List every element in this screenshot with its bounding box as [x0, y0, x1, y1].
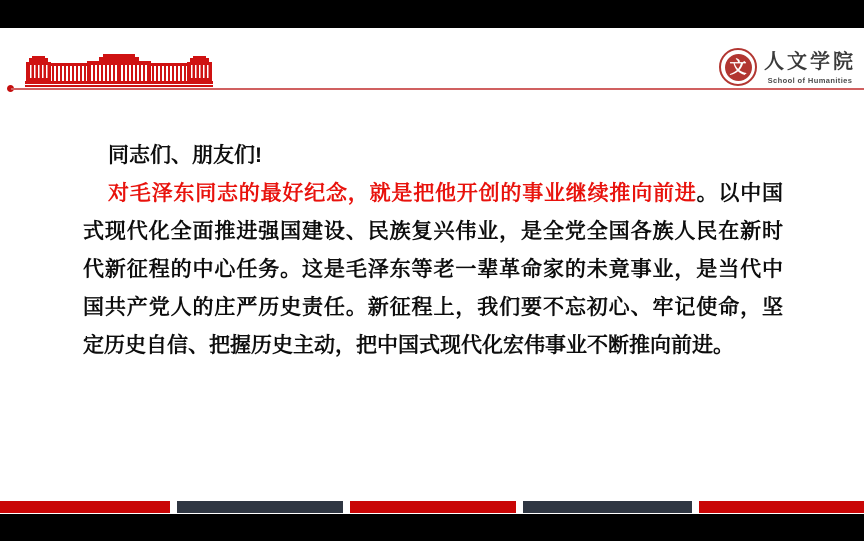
great-hall-icon: [25, 54, 213, 87]
paragraph-line: [83, 251, 783, 289]
paragraph-line: [83, 213, 783, 251]
text-segment: 国共产党人的庄严历史责任。新征程上，我们要不忘初心、牢记使命，坚: [83, 296, 783, 319]
school-logo: [719, 44, 856, 90]
text-segment: 定历史自信、把握历史主动，把中国式现代化宏伟事业不断推向前进。: [83, 334, 734, 357]
slide: [0, 28, 864, 514]
school-name-en: School of Humanities: [767, 75, 853, 85]
footer-bar: [523, 501, 692, 513]
paragraph-line: [83, 327, 783, 365]
text-segment: 同志们、朋友们!: [108, 144, 262, 167]
highlight-text-segment: 对毛泽东同志的最好纪念，就是把他开创的事业继续推向前进: [108, 182, 697, 205]
footer-bar: [177, 501, 343, 513]
footer-bars: [0, 501, 864, 513]
school-seal-icon: [719, 48, 757, 86]
top-letterbox: [0, 0, 864, 28]
seal-inner-circle: [725, 54, 752, 81]
logo-text: [764, 50, 856, 85]
footer-bar: [0, 501, 170, 513]
seal-glyph: 文: [729, 57, 747, 77]
school-name-cn: 人文学院: [764, 50, 856, 73]
footer-bar: [350, 501, 516, 513]
paragraph-line: [83, 137, 783, 175]
paragraph-line: [83, 289, 783, 327]
paragraph-line: [83, 175, 783, 213]
footer-bar: [699, 501, 864, 513]
text-segment: 式现代化全面推进强国建设、民族复兴伟业，是全党全国各族人民在新时: [83, 220, 783, 243]
text-segment: 。以中国: [696, 182, 784, 205]
text-segment: 代新征程的中心任务。这是毛泽东等老一辈革命家的未竟事业，是当代中: [83, 258, 783, 281]
bottom-letterbox: [0, 514, 864, 541]
body-text: [83, 137, 783, 365]
